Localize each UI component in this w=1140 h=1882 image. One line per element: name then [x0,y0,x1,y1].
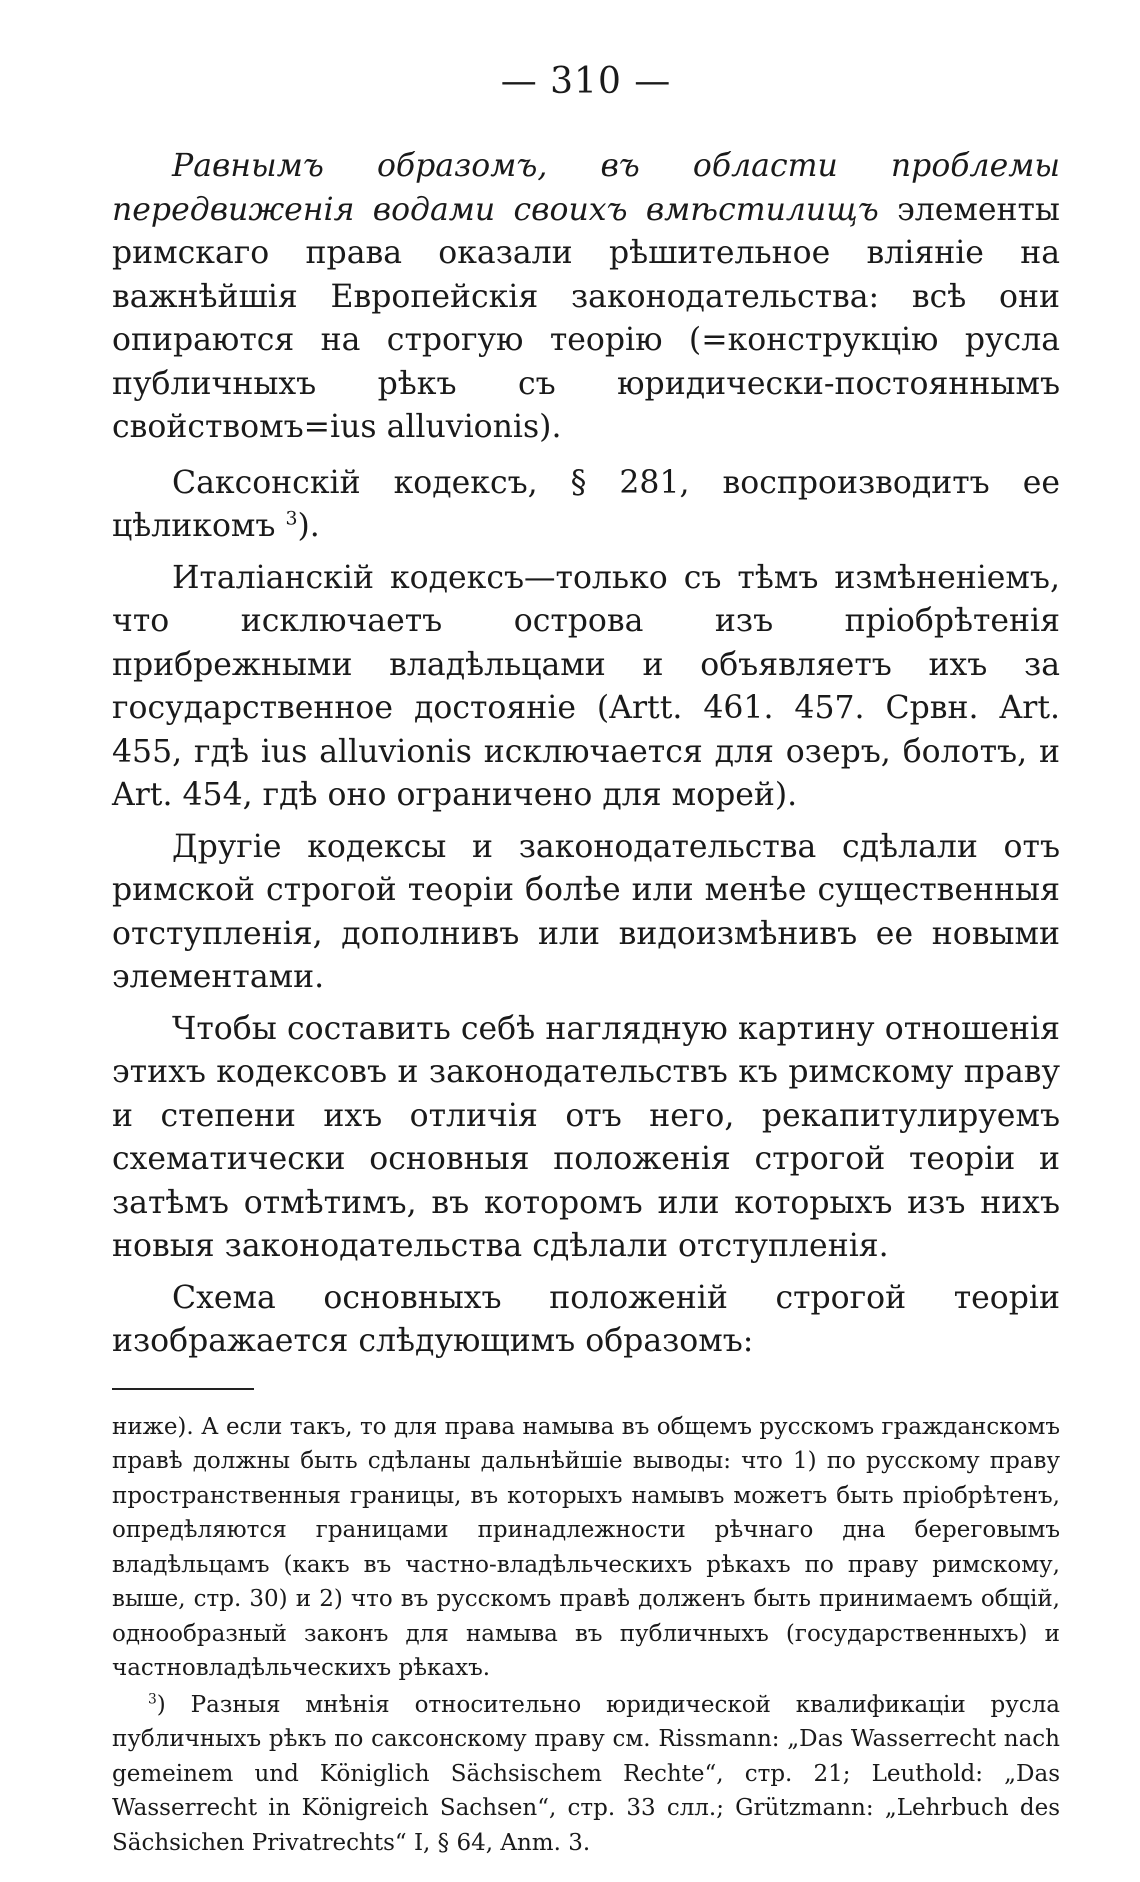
paragraph-1-text: элементы римскаго права оказали рѣшительное вліяніе на важнѣйшія Европейскія законодательства: всѣ они опираются на строгую теорію (=конструкцію русла публичныхъ рѣкъ съ юридически-постояннымъ свойствомъ=ius alluvionis). [112,191,1060,446]
italic-lead: Равнымъ образомъ, въ области проблемы передвиженія водами своихъ вмѣстилищъ [112,148,1060,228]
footnote-3-marker: 3 [148,1691,157,1708]
footnote-3 [112,1688,1060,1861]
footnote-continuation: ниже). А если такъ, то для права намыва въ общемъ русскомъ гражданскомъ правѣ должны быть сдѣланы дальнѣйшіе выводы: что 1) по русскому праву пространственныя границы, въ которыхъ намывъ можетъ быть пріобрѣтенъ, опредѣляются границами принадлежности рѣчнаго дна береговымъ владѣльцамъ (какъ въ частно-владѣльческихъ рѣкахъ по праву римскому, выше, стр. 30) и 2) что въ русскомъ правѣ долженъ быть принимаемъ общій, однообразный законъ для намыва въ публичныхъ (государственныхъ) и частновладѣльческихъ рѣкахъ. [112,1413,1060,1682]
paragraph-1 [112,145,1060,450]
paragraph-2-end: ). [297,508,320,545]
footnotes [112,1410,1060,1861]
book-page [112,60,1060,1862]
footnote-ref-3[interactable]: 3 [285,507,298,530]
footnote-divider [112,1388,254,1390]
paragraph-2 [112,462,1060,549]
paragraph-6: Схема основныхъ положеній строгой теоріи изображается слѣдующимъ образомъ: [112,1279,1060,1360]
paragraph-3: Италіанскій кодексъ—только съ тѣмъ измѣненіемъ, что исключаетъ острова изъ пріобрѣтенія прибрежными владѣльцами и объявляетъ ихъ за государственное достояніе (Artt. 461. 457. Срвн. Art. 455, гдѣ ius alluvionis исключается для озеръ, болотъ, и Art. 454, гдѣ оно ограничено для морей). [112,559,1060,814]
paragraph-5: Чтобы составить себѣ наглядную картину отношенія этихъ кодексовъ и законодательствъ къ римскому праву и степени ихъ отличія отъ него, рекапитулируемъ схематически основныя положенія строгой теоріи и затѣмъ отмѣтимъ, въ которомъ или которыхъ изъ нихъ новыя законодательства сдѣлали отступленія. [112,1010,1060,1265]
footnote-3-text: ) Разныя мнѣнія относительно юридической квалификаціи русла публичныхъ рѣкъ по саксонскому праву см. Rissmann: „Das Wasserrecht nach gemeinem und Königlich Sächsischem Rechte“, стр. 21; Leuthold: „Das Wasserrecht in Königreich Sachsen“, стр. 33 слл.; Grützmann: „Lehrbuch des Sächsichen Privatrechts“ I, § 64, Anm. 3. [112,1691,1060,1856]
main-text [112,145,1060,1364]
paragraph-4: Другіе кодексы и законодательства сдѣлали отъ римской строгой теоріи болѣе или менѣе существенныя отступленія, дополнивъ или видоизмѣнивъ ее новыми элементами. [112,828,1060,996]
paragraph-2-text: Саксонскій кодексъ, § 281, воспроизводитъ ее цѣликомъ [112,464,1060,545]
page-number: — 310 — [500,61,672,102]
